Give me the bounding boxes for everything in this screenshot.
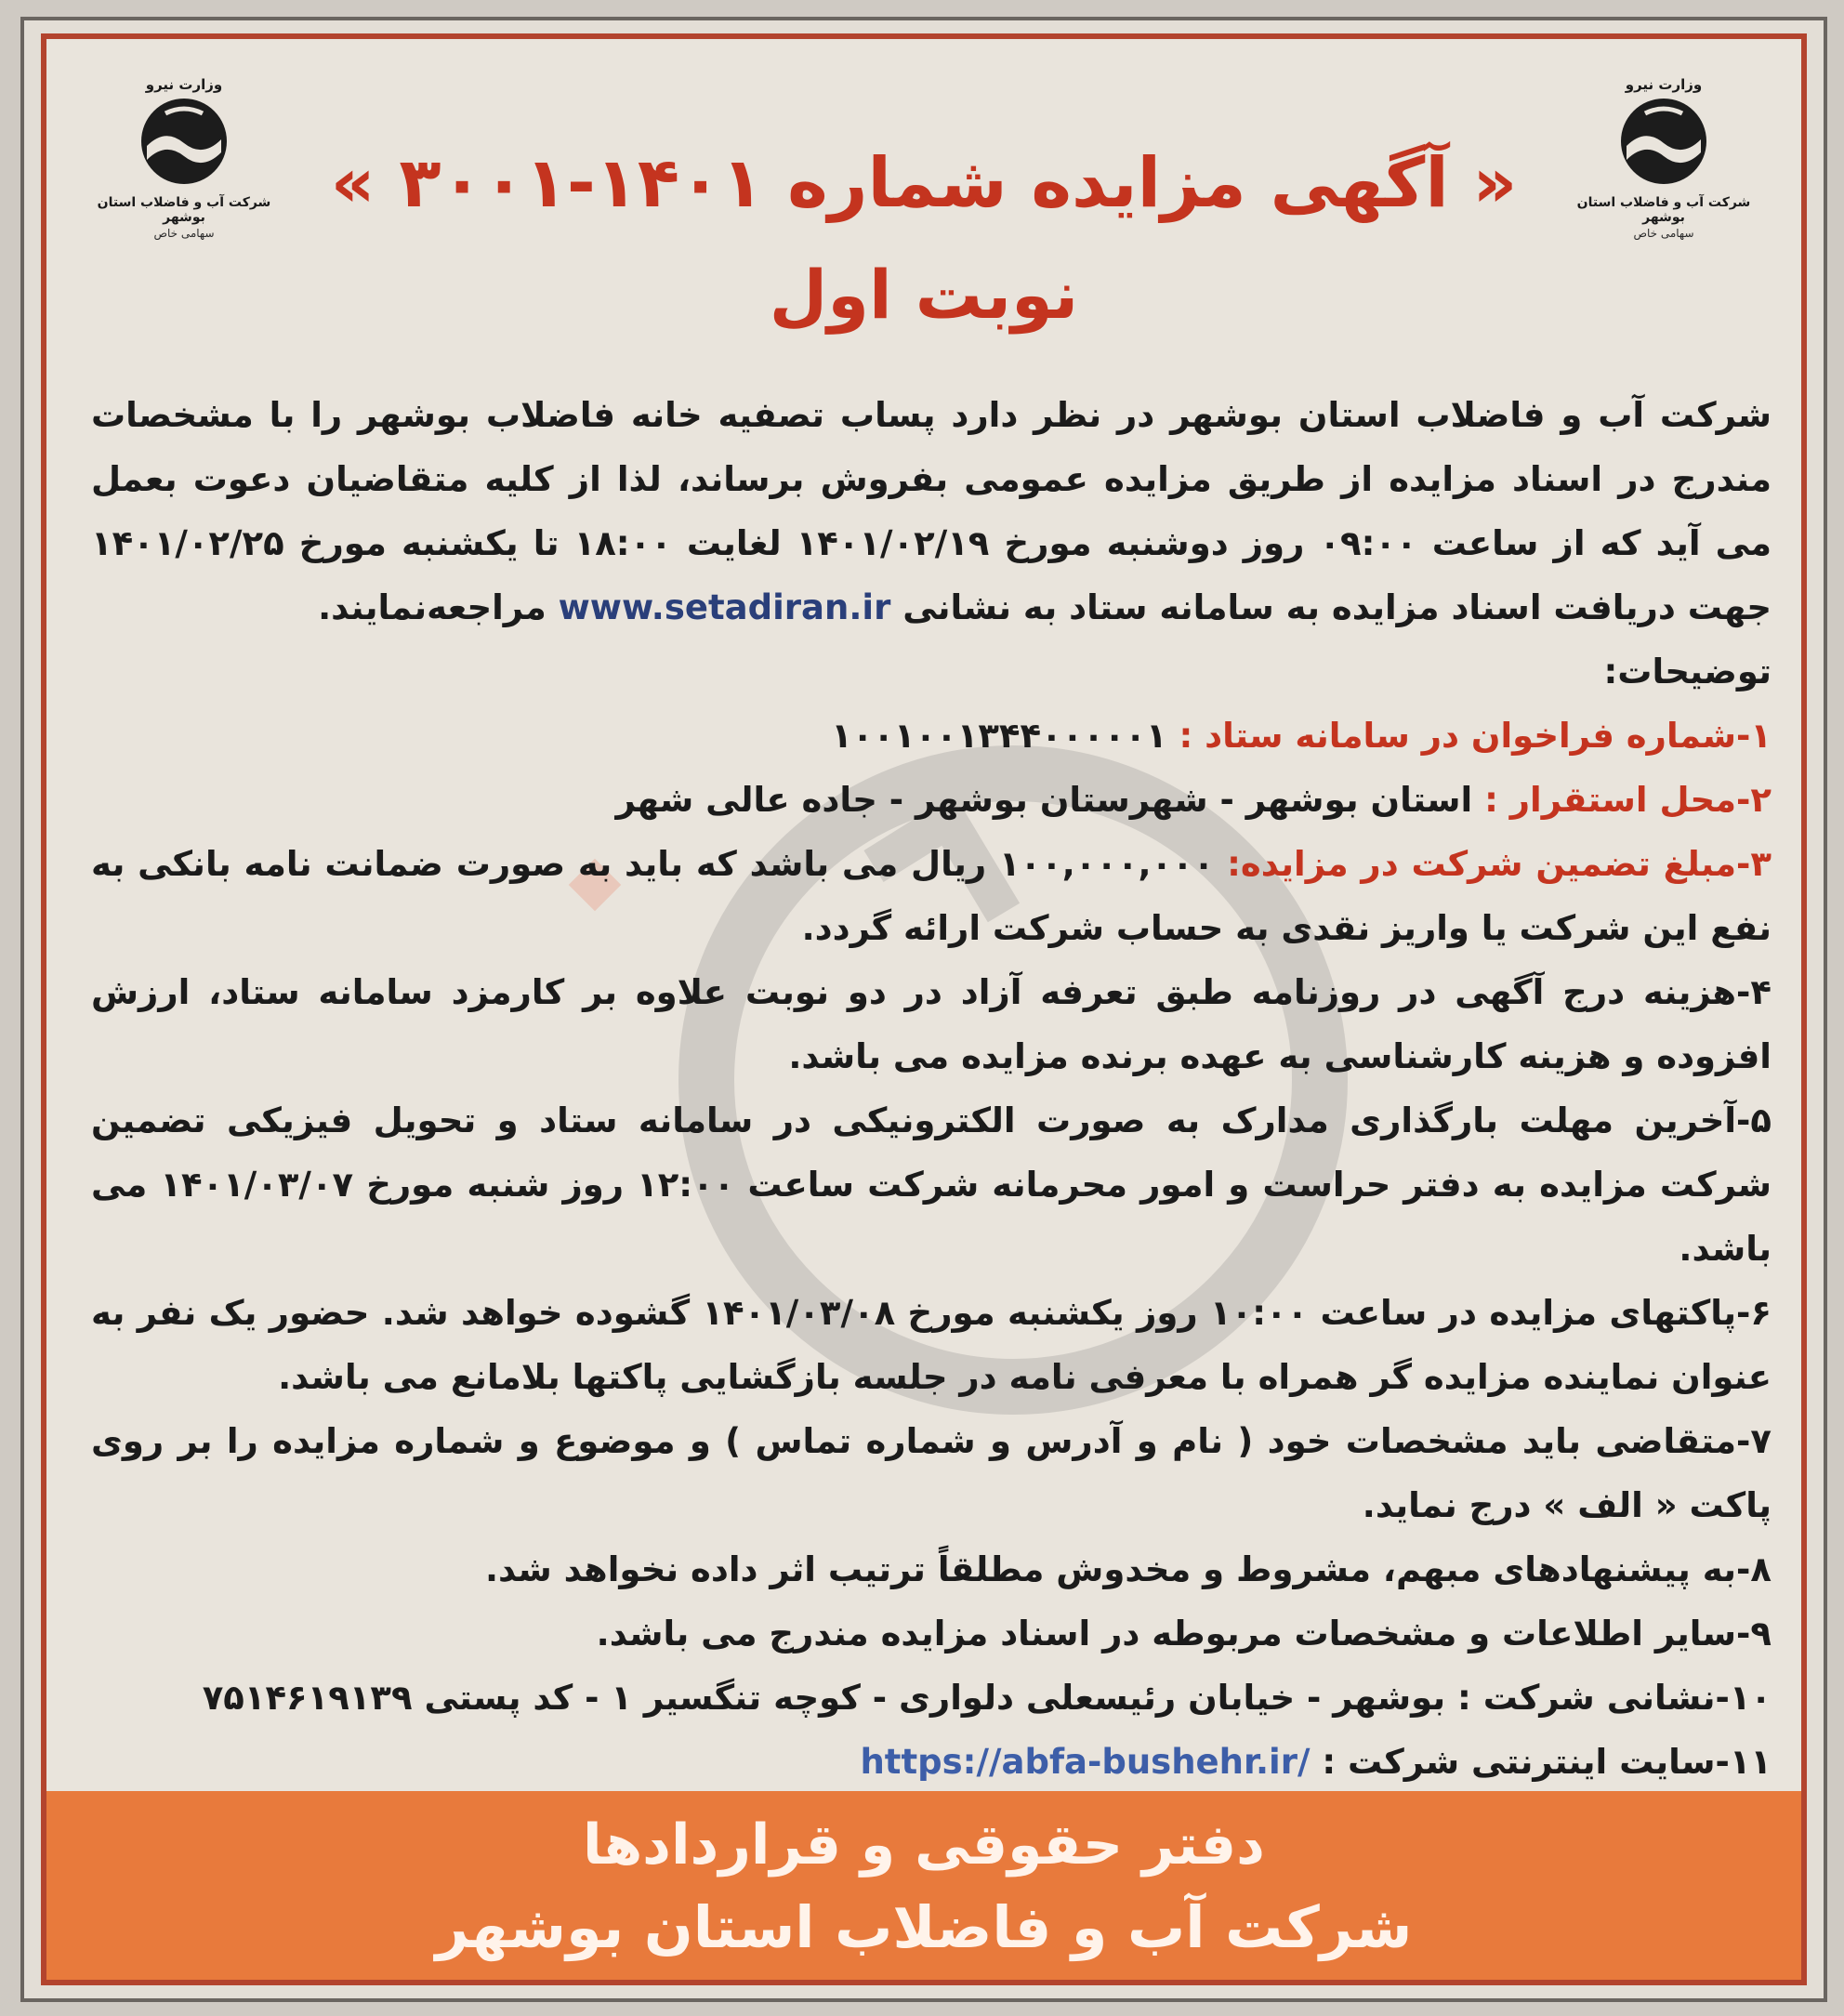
ministry-label: وزارت نیرو	[1625, 76, 1703, 93]
footer-company: شرکت آب و فاضلاب استان بوشهر	[435, 1893, 1413, 1961]
company-logo-left	[91, 76, 277, 262]
item-text: ۶-پاکتهای مزایده در ساعت ۱۰:۰۰ روز یکشنبه مورخ ۱۴۰۱/۰۳/۰۸ گشوده خواهد شد. حضور یک نفر به عنوان نماینده مزایده گر همراه با معرفی نامه در جلسه بازگشایی پاکتها بلامانع می باشد.	[91, 1293, 1772, 1397]
list-item	[91, 1730, 1772, 1794]
footer-department: دفتر حقوقی و قراردادها	[583, 1812, 1265, 1878]
list-item	[91, 1281, 1772, 1409]
list-item	[91, 704, 1772, 768]
intro-paragraph	[91, 383, 1772, 639]
list-item	[91, 832, 1772, 960]
company-website-link[interactable]: https://abfa-bushehr.ir/	[860, 1742, 1311, 1782]
item-text: ۷-متقاضی باید مشخصات خود ( نام و آدرس و شماره تماس ) و موضوع و شماره مزایده را بر روی پاکت « الف » درج نماید.	[91, 1421, 1772, 1525]
item-label: ۱-شماره فراخوان در سامانه ستاد :	[1179, 716, 1772, 756]
list-item	[91, 960, 1772, 1088]
ministry-label: وزارت نیرو	[145, 76, 223, 93]
item-label: ۲-محل استقرار :	[1484, 780, 1772, 820]
list-item	[91, 1537, 1772, 1601]
list-item	[91, 1601, 1772, 1666]
item-text: ۱۰-نشانی شرکت : بوشهر - خیابان رئیسعلی دلواری - کوچه تنگسیر ۱ - کد پستی ۷۵۱۴۶۱۹۱۳۹	[202, 1678, 1772, 1718]
item-text: ۹-سایر اطلاعات و مشخصات مربوطه در اسناد مزایده مندرج می باشد.	[596, 1614, 1772, 1654]
water-drop-icon	[1617, 95, 1710, 188]
item-text: ۱۰۰۱۰۰۱۳۴۴۰۰۰۰۰۱	[831, 716, 1167, 756]
list-item	[91, 1088, 1772, 1281]
company-type-label: سهامی خاص	[1633, 227, 1694, 240]
notes-title: توضیحات:	[1603, 652, 1772, 692]
intro-text-end: مراجعه‌نمایند.	[318, 587, 547, 627]
company-type-label: سهامی خاص	[153, 227, 215, 240]
list-item	[91, 768, 1772, 832]
ad-body	[91, 383, 1772, 1858]
item-text: ۵-آخرین مهلت بارگذاری مدارک به صورت الکترونیکی در سامانه ستاد و تحویل فیزیکی تضمین شرکت مزایده به دفتر حراست و امور محرمانه شرکت ساعت ۱۲:۰۰ روز شنبه مورخ ۱۴۰۱/۰۳/۰۷ می باشد.	[91, 1100, 1772, 1269]
website-label: ۱۱-سایت اینترنتی شرکت :	[1322, 1742, 1772, 1782]
item-label: ۳-مبلغ تضمین شرکت در مزایده:	[1227, 844, 1772, 884]
footer-banner	[46, 1791, 1801, 1980]
ad-subtitle: نوبت اول	[769, 256, 1079, 334]
list-item	[91, 1666, 1772, 1730]
setad-link[interactable]: www.setadiran.ir	[558, 587, 891, 627]
ad-frame	[41, 33, 1807, 1985]
list-item	[91, 1409, 1772, 1537]
intro-text: شرکت آب و فاضلاب استان بوشهر در نظر دارد پساب تصفیه خانه فاضلاب بوشهر را با مشخصات مندرج در اسناد مزایده از طریق مزایده عمومی بفروش برساند، لذا از کلیه متقاضیان دعوت بعمل می آید که از ساعت ۰۹:۰۰ روز دوشنبه مورخ ۱۴۰۱/۰۲/۱۹ لغایت ۱۸:۰۰ تا یکشنبه مورخ ۱۴۰۱/۰۲/۲۵ جهت دریافت اسناد مزایده به سامانه ستاد به نشانی	[91, 395, 1772, 627]
item-text: ۱۰۰,۰۰۰,۰۰۰ ریال می باشد که باید به صورت ضمانت نامه بانکی به نفع این شرکت یا واریز نقدی به حساب شرکت ارائه گردد.	[91, 844, 1772, 948]
item-text: ۴-هزینه درج آگهی در روزنامه طبق تعرفه آزاد در دو نوبت علاوه بر کارمزد سامانه ستاد، ارزش افزوده و هزینه کارشناسی به عهده برنده مزایده می باشد.	[91, 972, 1772, 1076]
ad-title: « آگهی مزایده شماره ۱۴۰۱-۳۰۰۱ »	[330, 143, 1518, 223]
water-drop-icon	[138, 95, 230, 188]
company-name-label: شرکت آب و فاضلاب استان بوشهر	[97, 195, 271, 225]
item-text: ۸-به پیشنهادهای مبهم، مشروط و مخدوش مطلقاً ترتیب اثر داده نخواهد شد.	[484, 1549, 1772, 1589]
company-name-label: شرکت آب و فاضلاب استان بوشهر	[1576, 195, 1751, 225]
newspaper-clipping	[20, 17, 1827, 2002]
company-logo-right	[1571, 76, 1757, 262]
item-text: استان بوشهر - شهرستان بوشهر - جاده عالی شهر	[615, 780, 1473, 820]
